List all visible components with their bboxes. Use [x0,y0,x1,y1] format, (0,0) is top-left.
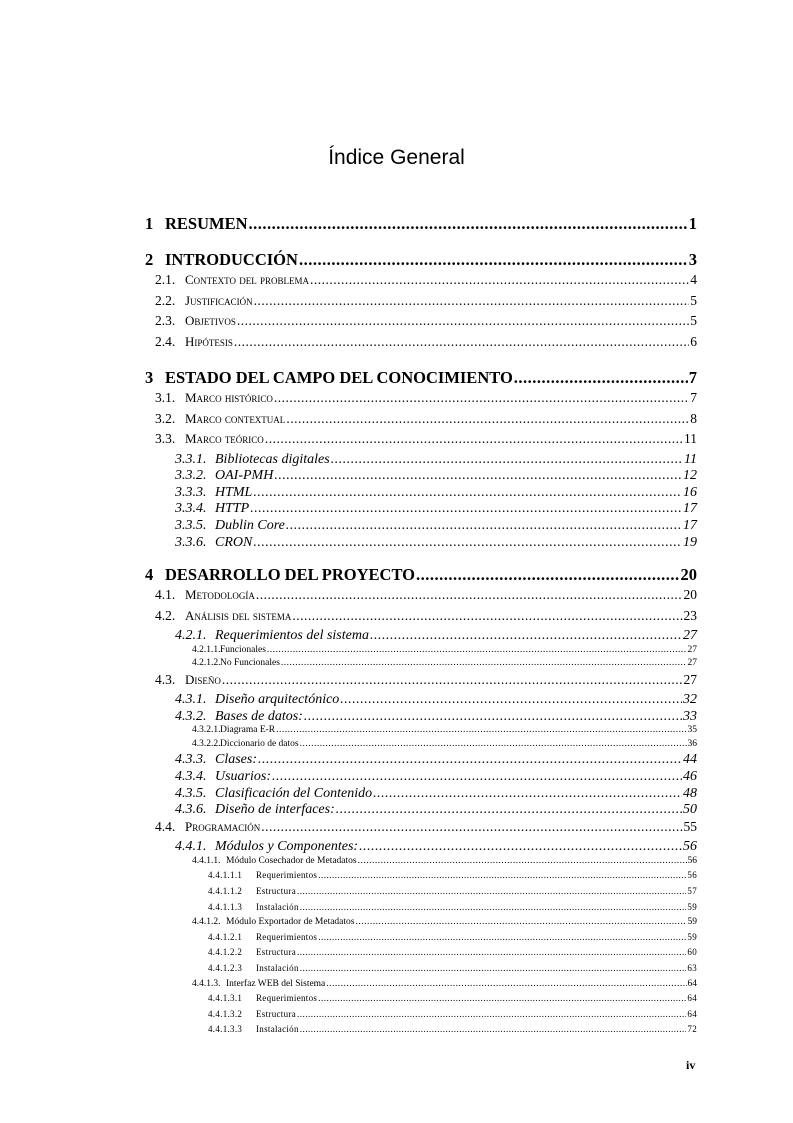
toc-entry-page: 59 [687,917,697,928]
toc-entry-number: 4.4. [155,818,176,834]
toc-entry[interactable] [175,501,697,518]
toc-entry-page: 4 [690,272,697,287]
toc-entry-page: 5 [690,292,697,308]
toc-leader-dots [249,214,688,234]
toc-entry-page: 27 [683,628,697,644]
toc-entry-number: 4.4.1.3. [192,978,221,989]
toc-entry-number: 4.4.1.3.1 [208,993,243,1003]
toc-leader-dots [267,645,687,655]
toc-entry-page: 27 [687,644,697,655]
toc-leader-dots [234,334,689,350]
toc-entry-label: HTML [215,484,253,500]
toc-entry-number: 3.3. [155,431,176,446]
toc-entry-page: 46 [683,769,697,784]
toc-entry-number: 3.2. [155,410,176,426]
toc-leader-dots [292,608,682,624]
toc-entry[interactable] [155,390,697,408]
toc-entry-number: 4.4.1.2.2 [208,947,243,958]
toc-entry[interactable] [155,672,697,690]
toc-entry[interactable] [155,608,697,626]
toc-entry-number: 3 [145,368,154,387]
toc-leader-dots [416,565,680,585]
toc-entry-label: Marco histórico [185,390,273,405]
toc-leader-dots [286,411,689,427]
toc-entry-page: 59 [687,931,697,942]
toc-entry-label: Requerimientos [256,870,318,881]
toc-entry-label: Clases: [215,752,257,768]
toc-entry[interactable] [145,214,697,234]
toc-leader-dots [265,431,683,447]
toc-entry-page: 63 [687,962,697,973]
toc-entry-page: 72 [687,1024,697,1035]
toc-entry[interactable] [145,368,697,388]
toc-entry-page: 64 [687,978,697,989]
toc-entry-number: 4.4.1.1.1 [208,870,243,881]
toc-leader-dots [222,672,683,688]
toc-entry-label: Diseño de interfaces: [215,802,335,818]
toc-leader-dots [370,628,682,644]
toc-entry-number: 3.3.1. [175,451,207,467]
toc-entry-page: 11 [684,451,697,467]
toc-leader-dots [326,979,686,989]
toc-entry-label: RESUMEN [165,214,248,233]
toc-entry[interactable] [192,917,697,929]
toc-entry-number: 4.3.5. [175,785,207,801]
toc-entry-label: Requerimientos [256,993,318,1003]
toc-entry[interactable] [145,250,697,270]
toc-entry[interactable] [192,979,697,991]
toc-leader-dots [300,963,687,973]
toc-leader-dots [237,313,689,329]
toc-entry-label: Instalación [256,901,299,912]
toc-entry[interactable] [208,886,697,898]
toc-entry-label: Instalación [256,1024,299,1035]
toc-leader-dots [373,786,682,802]
toc-entry-label: Interfaz WEB del Sistema [226,978,326,989]
toc-entry-page: 48 [683,785,697,801]
toc-entry-number: 3.3.6. [175,534,207,550]
toc-leader-dots [274,468,682,484]
toc-entry-label: ESTADO DEL CAMPO DEL CONOCIMIENTO [165,368,513,387]
toc-entry-label: Diseño [185,671,221,687]
toc-entry-number: 4.1. [155,587,176,603]
toc-entry-page: 6 [690,333,697,349]
toc-entry-label: Estructura [256,886,296,896]
toc-entry-page: 56 [683,839,697,855]
toc-entry-label: Marco teórico [185,431,264,446]
toc-leader-dots [276,725,686,735]
toc-entry[interactable] [175,468,697,485]
toc-entry-label: Hipótesis [185,333,233,349]
toc-entry-page: 55 [683,818,697,834]
toc-entry-page: 11 [684,431,697,446]
toc-entry[interactable] [145,565,697,585]
toc-entry-label: Marco contextual [185,410,286,426]
toc-leader-dots [286,518,682,534]
toc-entry-label: Bibliotecas digitales [215,451,330,467]
toc-leader-dots [258,752,682,768]
toc-entry-label: Estructura [256,947,296,958]
toc-entry-label: Metodología [185,587,255,603]
toc-entry-page: 36 [687,738,697,749]
toc-entry-page: 17 [683,501,697,517]
toc-entry[interactable] [208,1009,697,1021]
toc-entry-number: 2.1. [155,272,176,287]
toc-entry-number: 4.3.1. [175,692,207,708]
toc-entry[interactable] [155,334,697,352]
toc-entry-page: 60 [687,947,697,958]
toc-entry[interactable] [175,452,697,469]
toc-entry-number: 2.4. [155,333,176,349]
toc-entry-label: Objetivos [185,313,236,328]
toc-entry-page: 1 [688,214,697,233]
toc-leader-dots [297,1009,686,1019]
toc-leader-dots [274,390,689,406]
toc-entry-number: 4.4.1.1. [192,855,221,866]
toc-entry-page: 20 [680,565,697,585]
toc-entry[interactable] [208,870,697,882]
toc-entry-page: 8 [690,410,697,426]
toc-entry-label: Programación [185,818,261,834]
toc-leader-dots [300,902,687,912]
toc-entry-page: 12 [683,468,697,484]
toc-entry[interactable] [155,411,697,429]
toc-leader-dots [304,709,682,725]
toc-leader-dots [253,485,682,501]
toc-entry-number: 3.1. [155,390,176,405]
toc-leader-dots [331,452,683,468]
toc-leader-dots [514,368,688,388]
toc-leader-dots [250,501,682,517]
toc-entry[interactable] [155,587,697,605]
toc-entry-number: 4.3.2. [175,708,207,724]
toc-entry-number: 4.3.2.2. [192,738,221,749]
toc-entry-number: 4.4.1.2.3 [208,962,243,973]
toc-entry-label: Usuarios: [215,769,272,784]
toc-leader-dots [300,1024,687,1034]
toc-entry[interactable] [208,902,697,914]
toc-entry[interactable] [208,947,697,959]
toc-entry-page: 56 [687,855,697,866]
toc-entry-page: 17 [683,517,697,533]
toc-leader-dots [297,886,686,896]
toc-entry[interactable] [155,819,697,837]
toc-entry[interactable] [208,932,697,944]
toc-entry-label: No Funcionales [220,658,280,669]
toc-entry[interactable] [155,313,697,331]
toc-entry-label: Justificación [185,292,253,308]
toc-entry-page: 27 [683,671,697,687]
toc-entry-number: 3.3.4. [175,501,207,517]
toc-entry-number: 4.3.6. [175,802,207,818]
toc-entry[interactable] [175,535,697,552]
toc-entry-label: Funcionales [220,644,266,655]
toc-entry-label: Diccionario de datos [220,738,299,749]
toc-entry[interactable] [175,518,697,535]
toc-entry-label: Módulo Exportador de Metadatos [226,917,355,928]
toc-entry[interactable] [192,739,697,751]
toc-leader-dots [318,993,686,1003]
toc-entry-page: 56 [687,870,697,881]
toc-entry-number: 4.4.1.3.2 [208,1008,243,1019]
page-title: Índice General [328,146,465,169]
toc-entry-page: 27 [687,658,697,669]
toc-entry[interactable] [175,485,697,502]
toc-leader-dots [254,293,690,309]
toc-leader-dots [300,739,687,749]
toc-entry-page: 64 [687,993,697,1003]
toc-entry-label: Contexto del problema [185,272,310,287]
toc-entry[interactable] [208,993,697,1005]
toc-entry[interactable] [175,709,697,726]
toc-entry-number: 2.2. [155,292,176,308]
toc-entry-label: Módulo Cosechador de Metadatos [226,855,357,866]
toc-entry-label: DESARROLLO DEL PROYECTO [165,565,415,585]
toc-entry-page: 7 [688,368,697,387]
toc-entry[interactable] [175,786,697,803]
toc-entry-label: Bases de datos: [215,708,303,724]
toc-entry-label: OAI-PMH [215,468,274,484]
toc-entry[interactable] [175,839,697,856]
toc-leader-dots [281,658,687,668]
toc-entry-label: HTTP [215,501,250,517]
toc-entry-number: 4.3.3. [175,752,207,768]
toc-entry[interactable] [155,293,697,311]
toc-entry-page: 57 [687,886,697,896]
toc-entry-number: 4.4.1.1.2 [208,886,243,896]
toc-entry-label: Dublin Core [215,517,285,533]
toc-entry-page: 33 [683,708,697,724]
toc-leader-dots [340,692,682,708]
toc-entry[interactable] [208,963,697,975]
toc-entry-number: 2 [145,250,154,269]
toc-entry-label: Módulos y Componentes: [215,839,359,855]
toc-entry-number: 3.3.2. [175,468,207,484]
toc-leader-dots [359,839,682,855]
toc-entry[interactable] [175,752,697,769]
toc-entry-label: Clasificación del Contenido [215,785,373,801]
toc-entry-page: 64 [687,1008,697,1019]
toc-entry-page: 59 [687,901,697,912]
toc-entry-number: 4.2.1.1. [192,644,221,655]
toc-leader-dots [356,917,687,927]
toc-leader-dots [272,769,682,785]
toc-entry-page: 32 [683,692,697,708]
toc-leader-dots [261,819,682,835]
toc-entry-page: 3 [688,250,697,269]
toc-entry-page: 19 [683,534,697,550]
toc-entry-page: 5 [690,313,697,328]
toc-entry[interactable] [192,725,697,737]
toc-entry[interactable] [175,802,697,819]
toc-entry[interactable] [208,1024,697,1036]
toc-leader-dots [318,932,686,942]
toc-entry-page: 20 [683,587,697,603]
toc-entry-label: Diagrama E-R [220,725,276,736]
toc-leader-dots [299,250,688,270]
toc-entry-number: 4.2.1. [175,628,207,644]
toc-entry[interactable] [155,272,697,290]
toc-entry[interactable] [192,658,697,670]
toc-entry-number: 3.3.3. [175,484,207,500]
toc-entry-label: Estructura [256,1008,296,1019]
toc-entry-number: 2.3. [155,313,176,328]
toc-entry-number: 4.3.4. [175,769,207,784]
toc-entry-number: 4.4.1. [175,839,207,855]
toc-entry[interactable] [192,645,697,657]
toc-entry-number: 4 [145,565,154,585]
toc-entry-page: 7 [690,390,697,405]
toc-entry-number: 3.3.5. [175,517,207,533]
toc-entry-number: 4.3.2.1. [192,725,221,736]
toc-entry-label: Instalación [256,962,299,973]
toc-entry-label: INTRODUCCIÓN [165,250,298,269]
toc-entry-label: Requerimientos [256,931,318,942]
toc-leader-dots [358,856,687,866]
toc-entry-number: 4.3. [155,671,176,687]
toc-entry-label: CRON [215,534,253,550]
toc-leader-dots [297,947,686,957]
toc-entry-page: 35 [687,725,697,736]
toc-entry-label: Diseño arquitectónico [215,692,340,708]
toc-entry-page: 23 [683,607,697,623]
toc-entry-page: 44 [683,752,697,768]
toc-entry-number: 4.2.1.2. [192,658,221,669]
toc-leader-dots [253,535,682,551]
toc-entry[interactable] [175,628,697,645]
toc-entry-number: 4.4.1.2. [192,917,221,928]
toc-leader-dots [310,272,689,288]
page-number: iv [686,1058,696,1072]
toc-entry-number: 4.2. [155,607,176,623]
toc-entry[interactable] [175,692,697,709]
toc-entry-number: 4.4.1.2.1 [208,931,243,942]
toc-entry-number: 4.4.1.3.3 [208,1024,243,1035]
toc-entry[interactable] [175,769,697,786]
toc-entry-number: 4.4.1.1.3 [208,901,243,912]
toc-entry[interactable] [192,856,697,868]
toc-entry-label: Análisis del sistema [185,607,292,623]
toc-leader-dots [336,802,682,818]
toc-entry-page: 50 [683,802,697,818]
toc-entry-page: 16 [683,484,697,500]
toc-entry[interactable] [155,431,697,449]
toc-entry-label: Requerimientos del sistema [215,628,369,644]
toc-leader-dots [318,870,686,880]
toc-entry-number: 1 [145,214,154,233]
toc-leader-dots [256,587,683,603]
